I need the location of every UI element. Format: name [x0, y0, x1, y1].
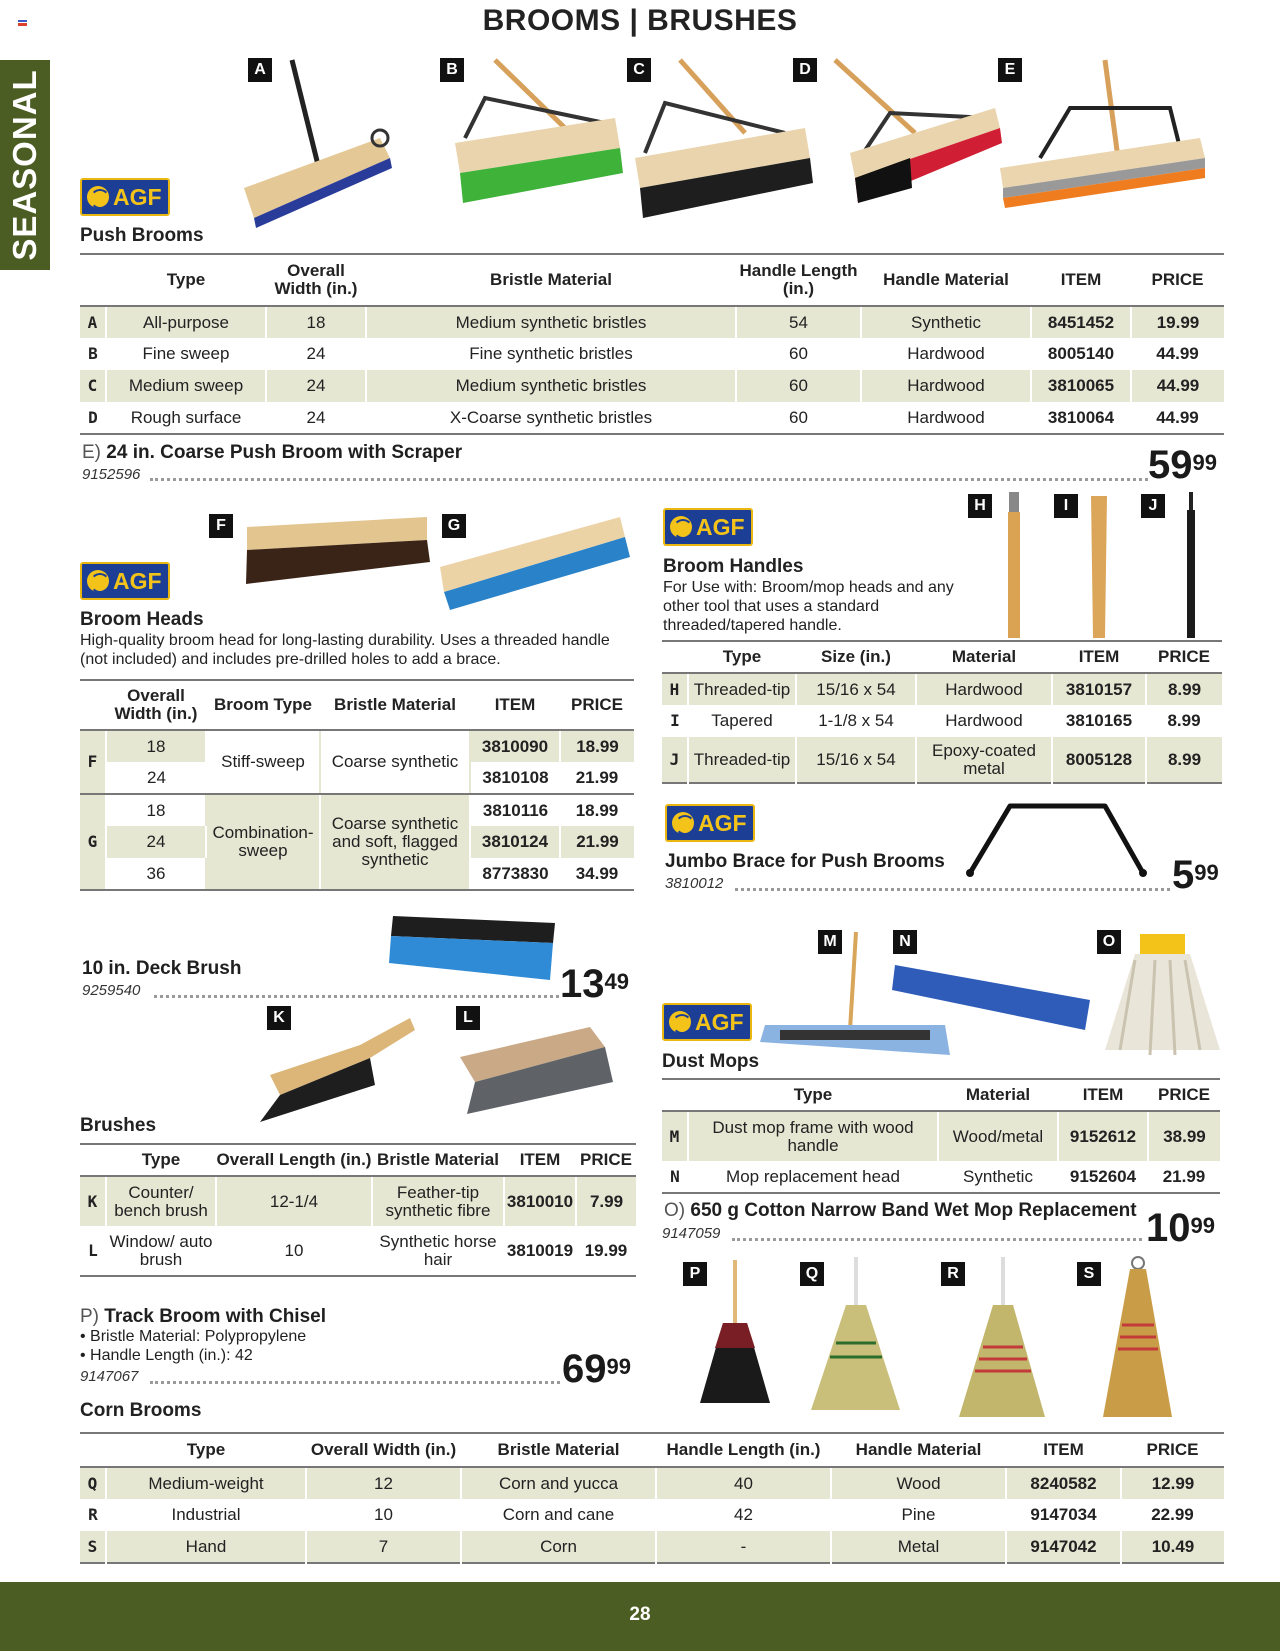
- deck-brush-title: 10 in. Deck Brush: [82, 958, 242, 979]
- page-footer: [0, 1582, 1280, 1651]
- table-row[interactable]: G 18 Combination-sweep Coarse synthetic and soft, flagged synthetic 3810116 18.99: [80, 794, 634, 826]
- col-type: Type: [106, 1144, 216, 1176]
- globe-icon: [672, 812, 694, 834]
- agf-logo: AGF: [663, 508, 753, 546]
- track-broom-price: $69^{99}$: [562, 1347, 631, 1391]
- badge-l: L: [456, 1006, 480, 1030]
- product-e-price: $59^{99}$: [1148, 443, 1217, 487]
- corn-brooms-title: Corn Brooms: [80, 1400, 202, 1421]
- brushes-title: Brushes: [80, 1115, 157, 1136]
- badge-a: A: [248, 58, 272, 82]
- broom-heads-title: Broom Heads: [80, 609, 204, 630]
- col-material: Material: [938, 1079, 1058, 1111]
- agf-logo: AGF: [80, 562, 170, 600]
- table-row[interactable]: H Threaded-tip 15/16 x 54 Hardwood 3810157 8.99: [662, 673, 1222, 705]
- push-broom-c-image: [635, 58, 820, 223]
- badge-b: B: [440, 58, 464, 82]
- table-row[interactable]: I Tapered 1-1/8 x 54 Hardwood 3810165 8.99: [670, 711, 1201, 730]
- product-e-sku: 9152596: [82, 466, 141, 483]
- badge-f: F: [209, 514, 233, 538]
- globe-icon: [670, 516, 692, 538]
- table-row[interactable]: N Mop replacement head Synthetic 9152604 21.99: [662, 1161, 1220, 1193]
- col-broom-type: Broom Type: [206, 680, 320, 730]
- table-row[interactable]: A All-purpose 18 Medium synthetic bristles 54 Synthetic 8451452 19.99: [80, 306, 1224, 338]
- badge-d: D: [793, 58, 817, 82]
- handle-i-image: [1085, 492, 1113, 640]
- section-side-tab[interactable]: [0, 60, 50, 270]
- col-price: PRICE: [1148, 1079, 1220, 1111]
- col-handle-material: Handle Material: [861, 254, 1031, 306]
- col-width: Overall Width (in.): [306, 1433, 461, 1467]
- product-o-title: O) 650 g Cotton Narrow Band Wet Mop Replacement: [664, 1200, 1137, 1221]
- col-bristle: Bristle Material: [461, 1433, 656, 1467]
- col-item: ITEM: [1006, 1433, 1121, 1467]
- track-broom-sku: 9147067: [80, 1368, 139, 1385]
- corn-broom-s-image: [1100, 1255, 1175, 1420]
- track-broom-title: P) Track Broom with Chisel: [80, 1306, 327, 1327]
- col-type: Type: [106, 1433, 306, 1467]
- dotted-leader: [732, 1238, 1142, 1241]
- broom-handles-title: Broom Handles: [663, 556, 804, 577]
- track-broom-bullet: • Bristle Material: Polypropylene: [80, 1328, 307, 1345]
- badge-m: M: [818, 930, 842, 954]
- brush-k-image: [250, 1010, 415, 1125]
- dotted-leader: [150, 478, 1148, 481]
- table-row[interactable]: B Fine sweep 24 Fine synthetic bristles 60 Hardwood 8005140 44.99: [88, 344, 1199, 363]
- table-row[interactable]: R Industrial 10 Corn and cane 42 Pine 9147034 22.99: [88, 1505, 1194, 1524]
- col-price: PRICE: [1121, 1433, 1224, 1467]
- col-bristle: Bristle Material: [320, 680, 470, 730]
- badge-j: J: [1141, 494, 1165, 518]
- table-row[interactable]: K Counter/ bench brush 12-1/4 Feather-tip synthetic fibre 3810010 7.99: [80, 1176, 636, 1226]
- col-handle-material: Handle Material: [831, 1433, 1006, 1467]
- handle-h-image: [1000, 492, 1028, 640]
- agf-logo: AGF: [665, 804, 755, 842]
- dust-mops-title: Dust Mops: [662, 1051, 760, 1072]
- table-row[interactable]: D Rough surface 24 X-Coarse synthetic bristles 60 Hardwood 3810064 44.99: [80, 402, 1224, 434]
- corn-broom-r-image: [955, 1255, 1050, 1420]
- broom-handles-description: For Use with: Broom/mop heads and any other tool that uses a standard threaded/tapered handle.: [663, 579, 954, 634]
- table-row[interactable]: S Hand 7 Corn - Metal 9147042 10.49: [80, 1531, 1224, 1563]
- push-broom-a-image: [240, 58, 400, 228]
- table-row[interactable]: 24 3810124 21.99: [80, 826, 634, 858]
- col-item: ITEM: [470, 680, 560, 730]
- col-material: Material: [916, 641, 1052, 673]
- page-number: 28: [629, 1604, 651, 1625]
- table-row[interactable]: C Medium sweep 24 Medium synthetic bristles 60 Hardwood 3810065 44.99: [80, 370, 1224, 402]
- push-broom-e-image: [995, 58, 1210, 213]
- badge-s: S: [1077, 1262, 1101, 1286]
- deck-brush-image: [385, 908, 560, 983]
- wet-mop-o-image: [1100, 930, 1225, 1060]
- col-size: Size (in.): [796, 641, 916, 673]
- table-row[interactable]: M Dust mop frame with wood handle Wood/metal 9152612 38.99: [662, 1111, 1220, 1161]
- side-tab-label: SEASONAL: [6, 69, 43, 261]
- broom-head-g-image: [430, 512, 635, 612]
- table-row[interactable]: Q Medium-weight 12 Corn and yucca 40 Wood 8240582 12.99: [80, 1467, 1224, 1499]
- badge-e: E: [998, 58, 1022, 82]
- table-row[interactable]: J Threaded-tip 15/16 x 54 Epoxy-coated metal 8005128 8.99: [662, 737, 1222, 783]
- col-width: Overall Width (in.): [266, 254, 366, 306]
- badge-n: N: [893, 930, 917, 954]
- deck-brush-sku: 9259540: [82, 982, 141, 999]
- globe-icon: [669, 1011, 691, 1033]
- col-type: Type: [106, 254, 266, 306]
- col-type: Type: [688, 1079, 938, 1111]
- col-type: Type: [688, 641, 796, 673]
- globe-icon: [87, 570, 109, 592]
- corn-brooms-table: [80, 1432, 1224, 1564]
- product-o-sku: 9147059: [662, 1225, 721, 1242]
- col-price: PRICE: [1131, 254, 1224, 306]
- agf-logo: AGF: [80, 178, 170, 216]
- broom-head-f-image: [242, 512, 432, 587]
- col-item: ITEM: [504, 1144, 576, 1176]
- col-width: Overall Width (in.): [106, 680, 206, 730]
- badge-r: R: [941, 1262, 965, 1286]
- broom-heads-description: High-quality broom head for long-lasting durability. Uses a threaded handle (not included) and includes pre-drilled holes to add a brace.: [80, 632, 610, 668]
- dotted-leader: [150, 1381, 560, 1384]
- push-broom-d-image: [830, 58, 1005, 208]
- badge-h: H: [968, 494, 992, 518]
- col-bristle: Bristle Material: [366, 254, 736, 306]
- dotted-leader: [735, 888, 1170, 891]
- deck-brush-price: $13^{49}$: [560, 962, 629, 1006]
- brush-l-image: [455, 1012, 620, 1117]
- col-item: ITEM: [1058, 1079, 1148, 1111]
- col-price: PRICE: [1146, 641, 1222, 673]
- brushes-table: [80, 1143, 636, 1277]
- product-e-title: E) 24 in. Coarse Push Broom with Scraper: [82, 442, 463, 463]
- push-brooms-table: [80, 253, 1224, 435]
- col-bristle: Bristle Material: [372, 1144, 504, 1176]
- corn-broom-q-image: [808, 1255, 903, 1415]
- badge-i: I: [1054, 494, 1078, 518]
- push-brooms-title: Push Brooms: [80, 225, 204, 246]
- handle-j-image: [1180, 492, 1204, 640]
- table-row[interactable]: F 18 Stiff-sweep Coarse synthetic 3810090 18.99: [80, 730, 634, 762]
- badge-p: P: [683, 1262, 707, 1286]
- table-row[interactable]: L Window/ auto brush 10 Synthetic horse hair 3810019 19.99: [80, 1226, 636, 1276]
- col-handle-length: Handle Length (in.): [736, 254, 861, 306]
- jumbo-brace-sku: 3810012: [665, 875, 724, 892]
- jumbo-brace-image: [965, 798, 1150, 878]
- badge-k: K: [267, 1006, 291, 1030]
- badge-g: G: [442, 514, 466, 538]
- jumbo-brace-price: $5^{99}$: [1172, 853, 1219, 897]
- col-price: PRICE: [560, 680, 634, 730]
- col-handle-length: Handle Length (in.): [656, 1433, 831, 1467]
- product-o-price: $10^{99}$: [1146, 1206, 1215, 1250]
- broom-heads-table: [80, 679, 634, 891]
- col-length: Overall Length (in.): [216, 1144, 372, 1176]
- page-title: BROOMS | BRUSHES: [482, 4, 798, 37]
- globe-icon: [87, 186, 109, 208]
- push-broom-b-image: [455, 58, 630, 208]
- table-row[interactable]: 36 8773830 34.99: [80, 858, 634, 890]
- col-price: PRICE: [576, 1144, 636, 1176]
- jumbo-brace-title: Jumbo Brace for Push Brooms: [665, 851, 945, 872]
- dust-mop-n-image: [890, 955, 1100, 1035]
- agf-logo: AGF: [662, 1003, 752, 1041]
- table-row[interactable]: 24 3810108 21.99: [80, 762, 634, 794]
- dotted-leader: [154, 995, 559, 998]
- track-broom-bullet: • Handle Length (in.): 42: [80, 1347, 253, 1364]
- badge-q: Q: [800, 1262, 824, 1286]
- track-broom-p-image: [695, 1258, 775, 1408]
- broom-handles-table: [662, 640, 1222, 784]
- badge-o: O: [1097, 930, 1121, 954]
- badge-c: C: [627, 58, 651, 82]
- dust-mops-table: [662, 1078, 1220, 1194]
- col-item: ITEM: [1052, 641, 1146, 673]
- col-item: ITEM: [1031, 254, 1131, 306]
